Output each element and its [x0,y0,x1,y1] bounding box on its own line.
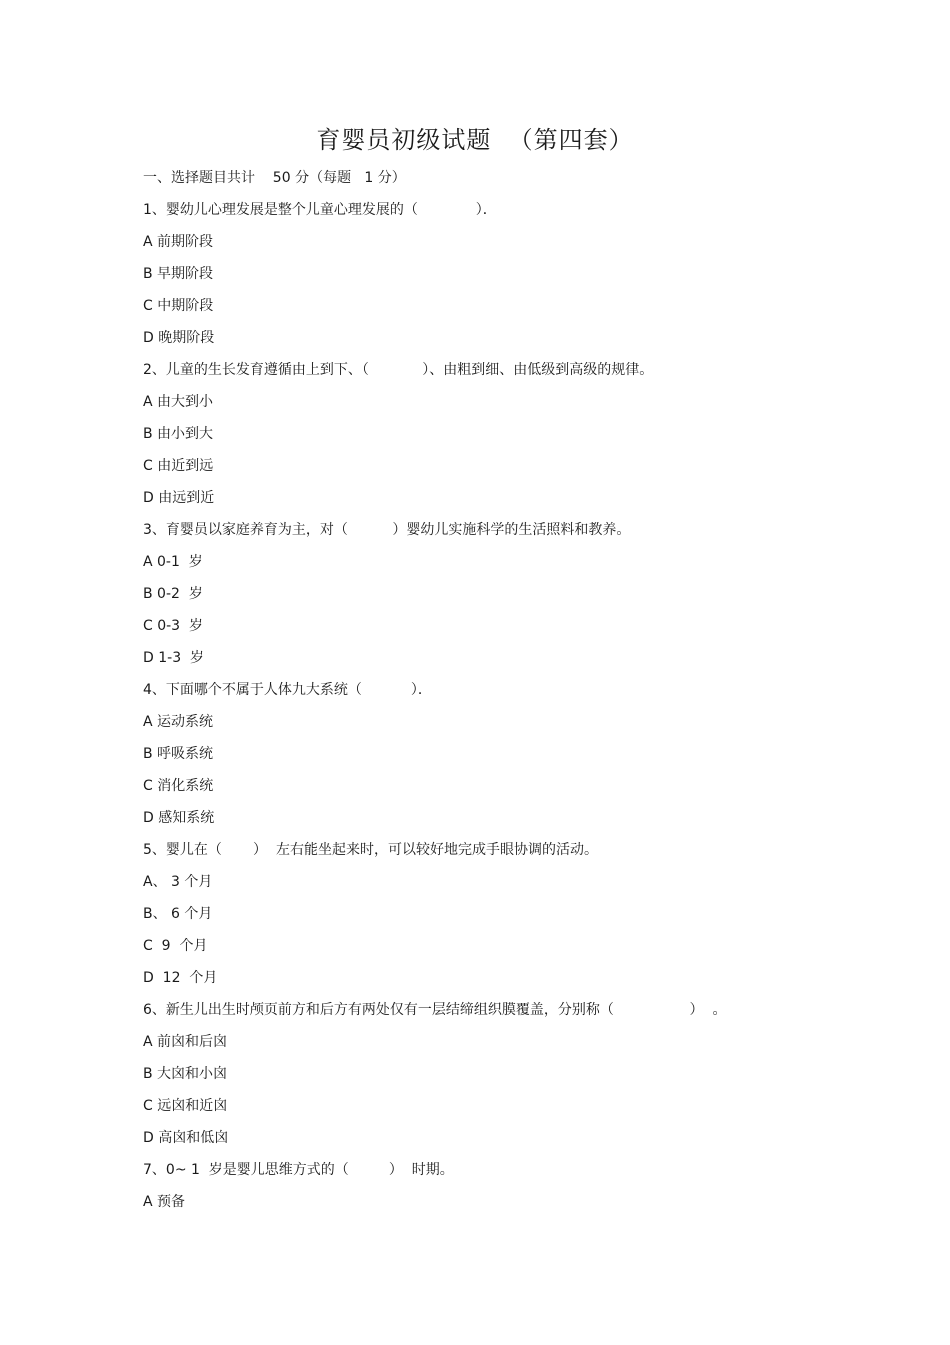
question-7-option-a: A 预备 [143,1194,186,1210]
question-3-option-b: B 0-2 岁 [143,586,203,602]
question-1-option-b: B 早期阶段 [143,266,214,282]
question-5-option-a: A、 3 个月 [143,874,213,890]
question-3: 3、育婴员以家庭养育为主，对（ ）婴幼儿实施科学的生活照料和教养。 [143,522,631,538]
question-1-option-c: C 中期阶段 [143,298,214,314]
question-6-option-d: D 高囟和低囟 [143,1130,229,1146]
question-4-option-c: C 消化系统 [143,778,214,794]
question-6-option-c: C 远囟和近囟 [143,1098,228,1114]
document-title: 育婴员初级试题 （第四套） [316,126,634,154]
section-heading: 一、选择题目共计 50 分（每题 1 分） [143,170,406,186]
question-6: 6、新生儿出生时颅页前方和后方有两处仅有一层结缔组织膜覆盖，分别称（ ） 。 [143,1002,727,1018]
question-2: 2、儿童的生长发育遵循由上到下、（ ）、由粗到细、由低级到高级的规律。 [143,362,654,378]
question-7: 7、0~ 1 岁是婴儿思维方式的（ ） 时期。 [143,1162,454,1178]
question-2-option-a: A 由大到小 [143,394,214,410]
question-1-option-d: D 晚期阶段 [143,330,215,346]
question-5-option-d: D 12 个月 [143,970,218,986]
question-3-option-c: C 0-3 岁 [143,618,203,634]
question-3-option-d: D 1-3 岁 [143,650,204,666]
question-2-option-d: D 由远到近 [143,490,215,506]
question-6-option-a: A 前囟和后囟 [143,1034,228,1050]
question-2-option-c: C 由近到远 [143,458,214,474]
question-1: 1、婴幼儿心理发展是整个儿童心理发展的（ ）． [143,202,497,218]
question-4-option-b: B 呼吸系统 [143,746,214,762]
question-5-option-b: B、 6 个月 [143,906,213,922]
question-4: 4、下面哪个不属于人体九大系统（ ）． [143,682,432,698]
question-1-option-a: A 前期阶段 [143,234,214,250]
question-4-option-d: D 感知系统 [143,810,215,826]
question-3-option-a: A 0-1 岁 [143,554,203,570]
question-5-option-c: C 9 个月 [143,938,208,954]
question-5: 5、婴儿在（ ） 左右能坐起来时，可以较好地完成手眼协调的活动。 [143,842,598,858]
question-6-option-b: B 大囟和小囟 [143,1066,228,1082]
question-2-option-b: B 由小到大 [143,426,214,442]
question-4-option-a: A 运动系统 [143,714,214,730]
